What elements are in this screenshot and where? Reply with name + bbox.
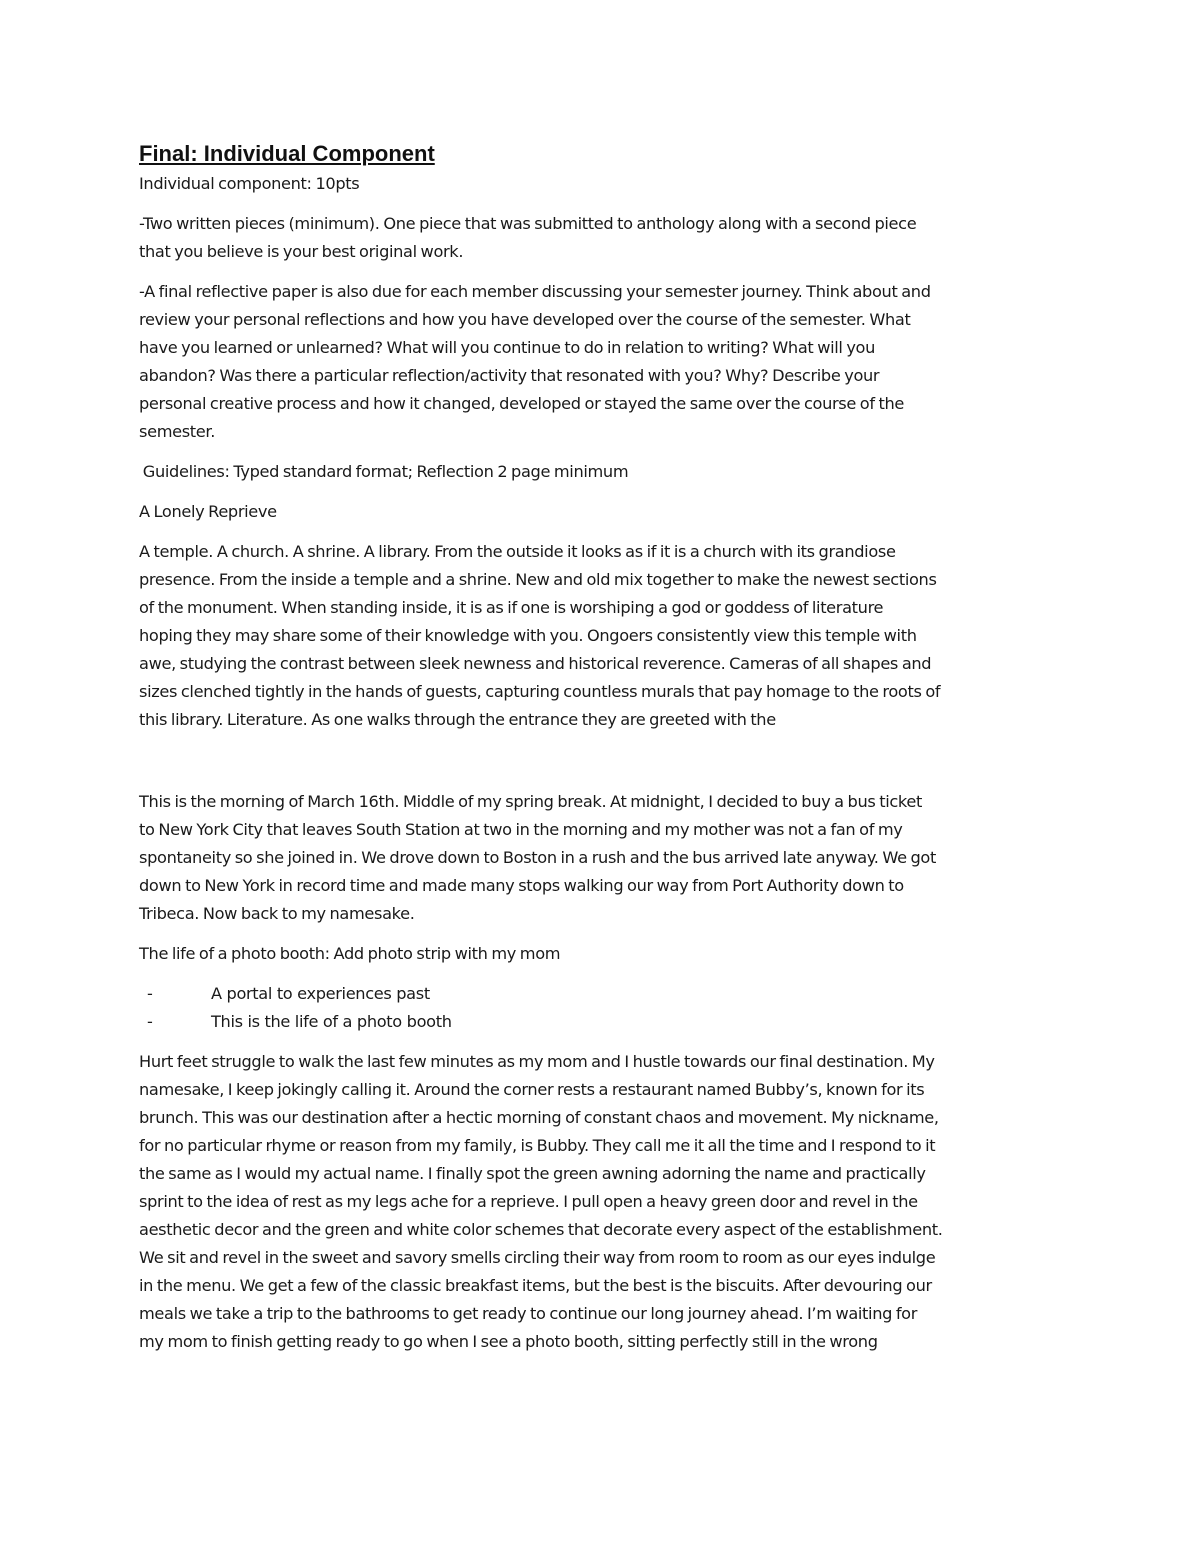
text-line: the same as I would my actual name. I finally spot the green awning adorning the name and practically	[139, 1164, 926, 1183]
requirements-paragraph-1	[139, 210, 1064, 266]
text-line: my mom to finish getting ready to go when I see a photo booth, sitting perfectly still in the wrong	[139, 1332, 878, 1351]
bullet-item	[139, 1008, 1064, 1036]
text-line: this library. Literature. As one walks through the entrance they are greeted with the	[139, 710, 776, 729]
story-body-paragraph	[139, 1048, 1064, 1356]
text-line: for no particular rhyme or reason from my family, is Bubby. They call me it all the time and I respond to it	[139, 1136, 936, 1155]
text-line: A temple. A church. A shrine. A library. From the outside it looks as if it is a church with its grandiose	[139, 542, 896, 561]
text-line: This is the morning of March 16th. Middle of my spring break. At midnight, I decided to buy a bus ticket	[139, 792, 922, 811]
text-line: Tribeca. Now back to my namesake.	[139, 904, 415, 923]
text-line: sizes clenched tightly in the hands of guests, capturing countless murals that pay homage to the roots of	[139, 682, 941, 701]
text-line: semester.	[139, 422, 216, 441]
text-line: to New York City that leaves South Station at two in the morning and my mother was not a fan of my	[139, 820, 903, 839]
text-line: awe, studying the contrast between sleek newness and historical reverence. Cameras of all shapes and	[139, 654, 932, 673]
text-line: in the menu. We get a few of the classic breakfast items, but the best is the biscuits. After devouring our	[139, 1276, 932, 1295]
text-line: -Two written pieces (minimum). One piece that was submitted to anthology along with a second piece	[139, 214, 917, 233]
dash-bullet-icon: -	[147, 984, 153, 1003]
text-line: -A final reflective paper is also due for each member discussing your semester journey. Think about and	[139, 282, 931, 301]
text-line: that you believe is your best original work.	[139, 242, 464, 261]
document-title: Final: Individual Component	[139, 141, 435, 166]
text-line: spontaneity so she joined in. We drove down to Boston in a rush and the bus arrived late anyway. We got	[139, 848, 936, 867]
bullet-list	[139, 980, 1064, 1036]
text-line: aesthetic decor and the green and white color schemes that decorate every aspect of the establishment.	[139, 1220, 943, 1239]
text-line: down to New York in record time and made many stops walking our way from Port Authority down to	[139, 876, 904, 895]
text-line: brunch. This was our destination after a hectic morning of constant chaos and movement. My nickname,	[139, 1108, 939, 1127]
photo-booth-heading: The life of a photo booth: Add photo strip with my mom	[139, 944, 561, 963]
bullet-text: This is the life of a photo booth	[211, 1012, 452, 1031]
points-subtitle: Individual component: 10pts	[139, 174, 360, 193]
document-page	[139, 138, 1064, 1356]
dash-bullet-icon: -	[147, 1012, 153, 1031]
text-line: review your personal reflections and how you have developed over the course of the semester. What	[139, 310, 911, 329]
text-line: of the monument. When standing inside, it is as if one is worshiping a god or goddess of literature	[139, 598, 884, 617]
piece-title: A Lonely Reprieve	[139, 502, 277, 521]
guidelines-text: Guidelines: Typed standard format; Reflection 2 page minimum	[139, 462, 629, 481]
text-line: personal creative process and how it changed, developed or stayed the same over the course of the	[139, 394, 904, 413]
bullet-text: A portal to experiences past	[211, 984, 430, 1003]
text-line: meals we take a trip to the bathrooms to get ready to continue our long journey ahead. I’m waiting for	[139, 1304, 918, 1323]
text-line: Hurt feet struggle to walk the last few minutes as my mom and I hustle towards our final destination. My	[139, 1052, 935, 1071]
text-line: sprint to the idea of rest as my legs ache for a reprieve. I pull open a heavy green door and revel in the	[139, 1192, 918, 1211]
text-line: hoping they may share some of their knowledge with you. Ongoers consistently view this temple with	[139, 626, 917, 645]
requirements-paragraph-2	[139, 278, 1064, 446]
text-line: presence. From the inside a temple and a shrine. New and old mix together to make the newest sections	[139, 570, 937, 589]
text-line: We sit and revel in the sweet and savory smells circling their way from room to room as our eyes indulge	[139, 1248, 936, 1267]
text-line: have you learned or unlearned? What will you continue to do in relation to writing? What will you	[139, 338, 876, 357]
text-line: abandon? Was there a particular reflection/activity that resonated with you? Why? Describe your	[139, 366, 880, 385]
bullet-item	[139, 980, 1064, 1008]
story-intro-paragraph	[139, 788, 1064, 928]
piece-body-paragraph	[139, 538, 1064, 734]
text-line: namesake, I keep jokingly calling it. Around the corner rests a restaurant named Bubby’s, known for its	[139, 1080, 925, 1099]
